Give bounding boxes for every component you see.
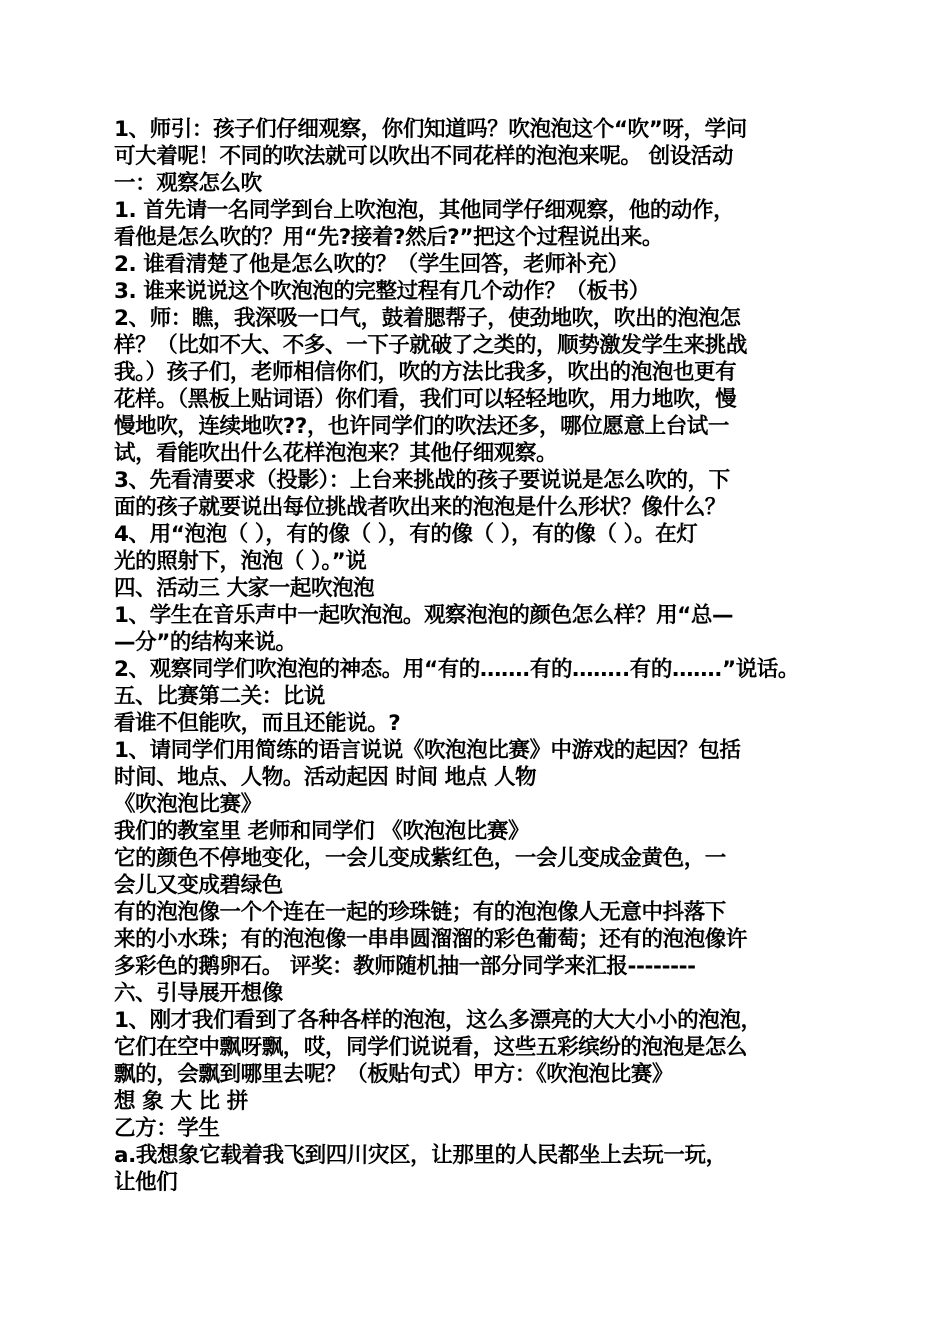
text-line: 光的照射下，泡泡（ ）。”说 — [114, 549, 367, 574]
text-line: 来的小水珠；有的泡泡像一串串圆溜溜的彩色葡萄；还有的泡泡像许 — [114, 927, 748, 952]
text-line: 有的泡泡像一个个连在一起的珍珠链；有的泡泡像人无意中抖落下 — [114, 900, 726, 925]
section-heading: 四、活动三 大家一起吹泡泡 — [114, 576, 375, 601]
text-line: 我们的教室里 老师和同学们 《吹泡泡比赛》 — [114, 819, 530, 844]
text-line: 1、刚才我们看到了各种各样的泡泡，这么多漂亮的大大小小的泡泡， — [114, 1008, 762, 1033]
text-line: 《吹泡泡比赛》 — [114, 792, 262, 817]
text-line: 想 象 大 比 拼 — [114, 1089, 248, 1114]
text-line: 3、先看清要求（投影）：上台来挑战的孩子要说说是怎么吹的，下 — [114, 468, 730, 493]
document-body — [114, 116, 844, 1196]
text-line: a.我想象它载着我飞到四川灾区，让那里的人民都坐上去玩一玩， — [114, 1143, 727, 1168]
text-line: 2、师：瞧，我深吸一口气，鼓着腮帮子，使劲地吹，吹出的泡泡怎 — [114, 306, 741, 331]
text-line: 慢地吹，连续地吹??，也许同学们的吹法还多，哪位愿意上台试一 — [114, 414, 729, 439]
text-line: 飘的，会飘到哪里去呢？（板贴句式）甲方：《吹泡泡比赛》 — [114, 1062, 673, 1087]
text-line: 我。）孩子们，老师相信你们，吹的方法比我多，吹出的泡泡也更有 — [114, 360, 737, 385]
text-line: 乙方：学生 — [114, 1116, 220, 1141]
text-line: 它的颜色不停地变化，一会儿变成紫红色，一会儿变成金黄色，一 — [114, 846, 726, 871]
text-line: 试，看能吹出什么花样泡泡来？其他仔细观察。 — [114, 441, 558, 466]
text-line: 3. 谁来说说这个吹泡泡的完整过程有几个动作？（板书） — [114, 279, 650, 304]
text-line: 2、观察同学们吹泡泡的神态。用“有的…….有的……..有的…….”说话。 — [114, 657, 799, 682]
text-line: —分”的结构来说。 — [114, 630, 297, 655]
text-line: 样？（比如不大、不多、一下子就破了之类的，顺势激发学生来挑战 — [114, 333, 748, 358]
text-line: 4、用“泡泡（ ），有的像（ ），有的像（ ），有的像（ ）。在灯 — [114, 522, 698, 547]
text-line: 花样。（黑板上贴词语）你们看，我们可以轻轻地吹，用力地吹，慢 — [114, 387, 737, 412]
text-line: 1. 首先请一名同学到台上吹泡泡，其他同学仔细观察，他的动作， — [114, 198, 735, 223]
text-line: 1、师引：孩子们仔细观察，你们知道吗？吹泡泡这个“吹”呀，学问 — [114, 117, 747, 142]
text-line: 1、学生在音乐声中一起吹泡泡。观察泡泡的颜色怎么样？用“总— — [114, 603, 734, 628]
text-line: 面的孩子就要说出每位挑战者吹出来的泡泡是什么形状？像什么？ — [114, 495, 726, 520]
section-heading: 五、比赛第二关：比说 — [114, 684, 326, 709]
text-line: 可大着呢！不同的吹法就可以吹出不同花样的泡泡来呢。 创设活动 — [114, 144, 733, 169]
text-line: 让他们 — [114, 1170, 178, 1195]
text-line: 会儿又变成碧绿色 — [114, 873, 283, 898]
text-line: 它们在空中飘呀飘，哎，同学们说说看，这些五彩缤纷的泡泡是怎么 — [114, 1035, 748, 1060]
section-heading: 六、引导展开想像 — [114, 981, 283, 1006]
text-line: 看他是怎么吹的？用“先?接着?然后?”把这个过程说出来。 — [114, 225, 663, 250]
text-line: 2. 谁看清楚了他是怎么吹的？（学生回答，老师补充） — [114, 252, 629, 277]
text-line: 看谁不但能吹，而且还能说。? — [114, 711, 401, 736]
text-line: 多彩色的鹅卵石。 评奖：教师随机抽一部分同学来汇报-------- — [114, 954, 696, 979]
text-line: 一：观察怎么吹 — [114, 171, 262, 196]
text-line: 1、请同学们用简练的语言说说《吹泡泡比赛》中游戏的起因？包括 — [114, 738, 741, 763]
text-line: 时间、地点、人物。活动起因 时间 地点 人物 — [114, 765, 537, 790]
